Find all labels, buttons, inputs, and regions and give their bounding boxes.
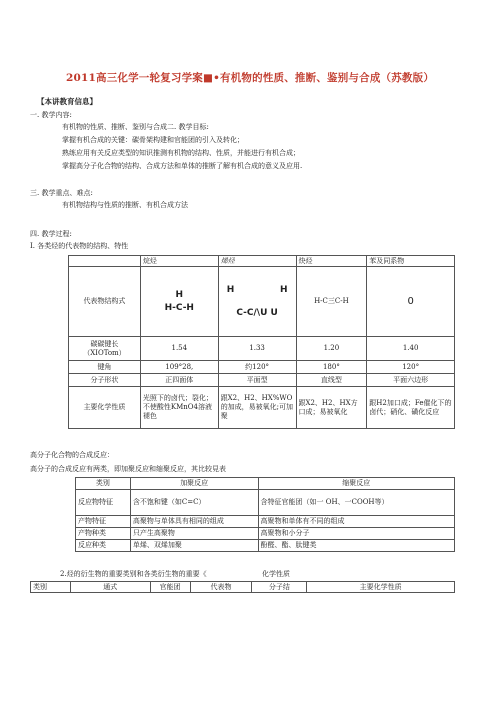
bond-cell: 1.20 (296, 337, 367, 361)
document-title: 2011高三化学一轮复习学案■•有机物的性质、推断、鉴别与合成（苏教版） (65, 72, 435, 84)
header-cell (69, 256, 141, 267)
angle-cell: 约120° (218, 361, 296, 374)
table-cell: 高聚物和小分子 (258, 528, 454, 540)
row-label: 分子形状 (69, 374, 141, 387)
hydrocarbon-table (68, 255, 455, 429)
polymerization-table (75, 477, 455, 552)
header-cell: 主要化学性质 (307, 582, 455, 593)
header-cell: 分子结 (252, 582, 307, 593)
header-cell: 加聚反应 (130, 478, 258, 490)
row-label: 碳碳键长（XIOTom） (69, 337, 141, 361)
derivatives-table (30, 581, 455, 593)
shape-cell: 平面六边形 (367, 374, 455, 387)
alkane-structure: H H-C-H (140, 267, 218, 337)
table-cell: 单烯、双烯加聚 (130, 540, 258, 552)
section-1-line: 掌握有机合成的关键：碳骨架构建和官能团的引入及转化； (62, 136, 244, 144)
section-3-heading: 三. 教学重点、难点: (30, 189, 93, 197)
section-3-line: 有机物结构与性质的推断、有机合成方法 (62, 201, 188, 209)
row-label: 产物种类 (76, 528, 131, 540)
table-cell: 高聚物与单体具有相同的组成 (130, 516, 258, 528)
section-1-line: 有机物的性质、推断、鉴别与合成二. 教学目标: (62, 123, 209, 131)
subsection-1-heading: I. 各类烃的代表物的结构、特性 (30, 242, 129, 250)
row-label: 键角 (69, 361, 141, 374)
row-label: 反应种类 (76, 540, 131, 552)
section-1-line: 掌握高分子化合物的结构、合成方法和单体的推断了解有机合成的意义及应用. (62, 162, 303, 170)
table-cell: 酚醛、酯、肽键类 (258, 540, 454, 552)
bond-cell: 1.54 (140, 337, 218, 361)
header-cell: 苯及同系物 (367, 256, 455, 267)
row-label: 主要化学性质 (69, 387, 141, 429)
header-cell: 类别 (31, 582, 71, 593)
property-cell: 跟X2、H2、HX%WO的加成，易被氧化;可加聚 (218, 387, 296, 429)
derivatives-heading: 2.烃的衍生物的重要类别和各类衍生物的重要《 (60, 570, 207, 578)
header-cell: 缩聚反应 (258, 478, 454, 490)
header-cell: 烷烃 (140, 256, 218, 267)
property-cell: 跟H2加口成；Fe催化下的卤代；硝化、磺化反应 (367, 387, 455, 429)
property-cell: 跟X2、H2、HX方口成；易被氧化 (296, 387, 367, 429)
angle-cell: 180° (296, 361, 367, 374)
section-1-line: 熟练应用有关反应类型的知识推测有机物的结构、性质，并能进行有机合成； (62, 149, 300, 157)
info-header: 【本讲教育信息】 (37, 97, 97, 106)
section-1-heading: 一. 教学内容: (30, 111, 72, 119)
header-cell: 代表物 (190, 582, 252, 593)
angle-cell: 109°28, (140, 361, 218, 374)
row-label: 产物特征 (76, 516, 131, 528)
header-cell: 通式 (70, 582, 150, 593)
table-cell: 含特征官能团（如一 OH、一COOH等） (258, 490, 454, 516)
polymer-heading: 高分子化合物的合成反应： (30, 451, 114, 459)
alkyne-structure: H-C三C-H (296, 267, 367, 337)
benzene-structure: 0 (367, 267, 455, 337)
header-cell: 官能团 (150, 582, 190, 593)
row-label: 代表物结构式 (69, 267, 141, 337)
alkene-structure: H H C-C/\U U (218, 267, 296, 337)
table-cell: 高聚物和单体有不同的组成 (258, 516, 454, 528)
shape-cell: 平面型 (218, 374, 296, 387)
row-label: 反应物特征 (76, 490, 131, 516)
shape-cell: 直线型 (296, 374, 367, 387)
property-cell: 光照下的卤代；裂化；不使酸性KMnO4溶液褪色 (140, 387, 218, 429)
table-cell: 含不饱和键（如C=C） (130, 490, 258, 516)
bond-cell: 1.33 (218, 337, 296, 361)
bond-cell: 1.40 (367, 337, 455, 361)
polymer-intro: 高分子的合成反应有两类，即加聚反应和缩聚反应，其比较見表 (30, 465, 226, 473)
header-cell: 炔烃 (296, 256, 367, 267)
shape-cell: 正四面体 (140, 374, 218, 387)
header-cell: 类別 (76, 478, 131, 490)
header-cell: 烯烃 (218, 256, 296, 267)
derivatives-heading-tail: 化学性质 (262, 570, 290, 578)
angle-cell: 120° (367, 361, 455, 374)
table-cell: 只产生高聚物 (130, 528, 258, 540)
section-4-heading: 四. 教学过程: (30, 230, 72, 238)
